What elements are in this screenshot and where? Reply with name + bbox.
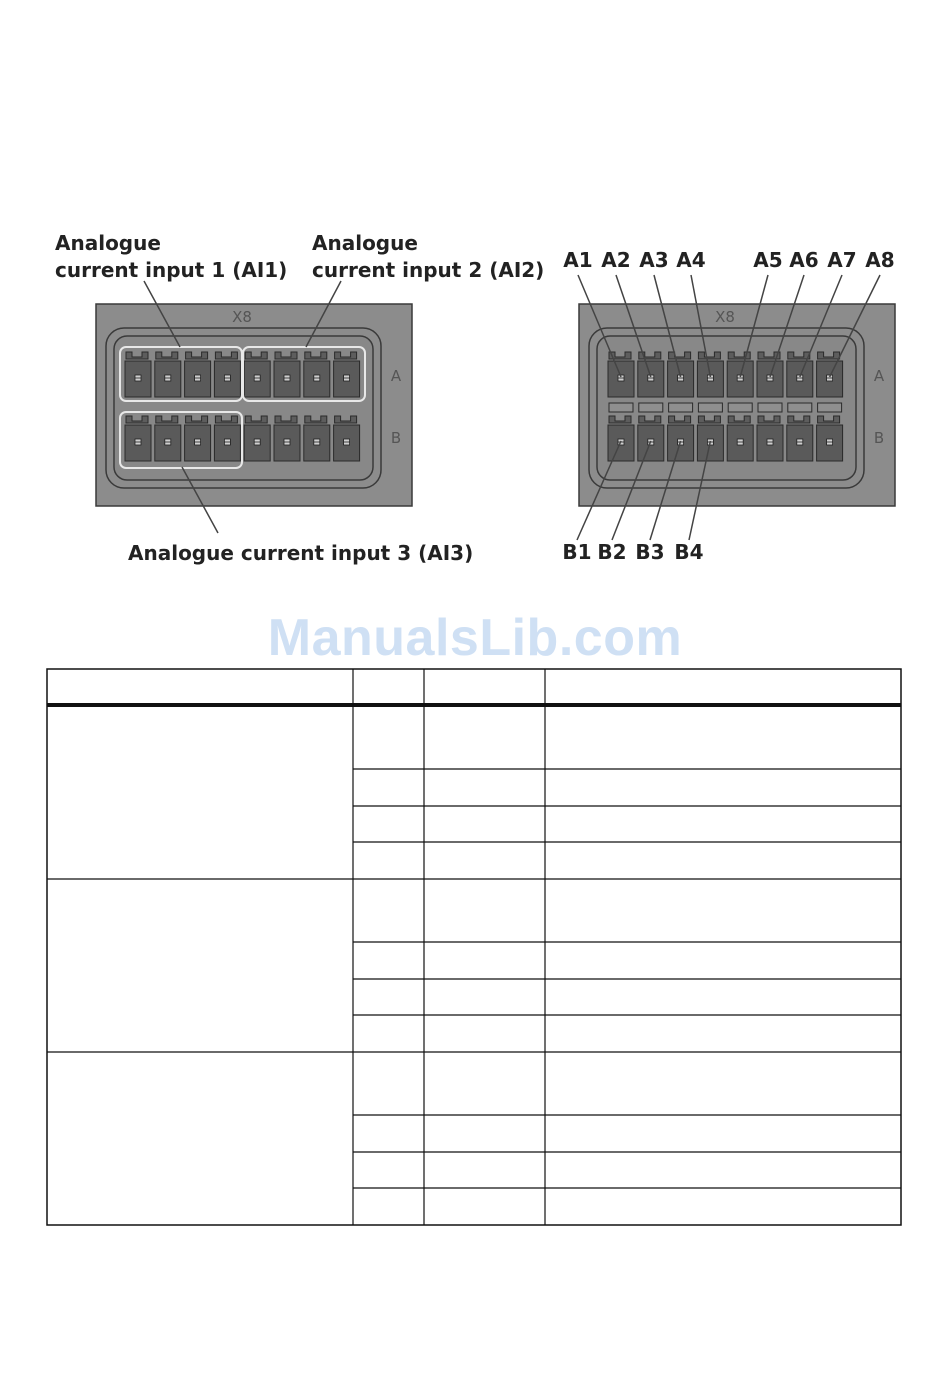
pin-label-b2: B2 <box>597 540 627 564</box>
left-row-a-label: A <box>390 367 402 385</box>
ai2-label-line2: current input 2 (AI2) <box>312 258 545 282</box>
right-pin-b1 <box>608 416 634 461</box>
right-pin-b2 <box>638 416 664 461</box>
left-pin-a3 <box>185 352 211 397</box>
ai3-label: Analogue current input 3 (AI3) <box>128 541 474 565</box>
watermark: ManualsLib.com <box>267 609 683 667</box>
left-pin-a5 <box>244 352 270 397</box>
right-pin-b8 <box>817 416 843 461</box>
connector-diagrams <box>0 0 950 600</box>
table-grid <box>46 668 902 1226</box>
right-separator-1 <box>609 403 633 412</box>
ai1-label-line1: Analogue <box>55 231 161 255</box>
right-separator-6 <box>758 403 782 412</box>
pin-label-a7: A7 <box>827 248 857 272</box>
right-row-a-label: A <box>873 367 885 385</box>
right-separator-2 <box>639 403 663 412</box>
right-pin-b3 <box>668 416 694 461</box>
pin-assignment-table <box>46 668 902 1226</box>
pin-label-a6: A6 <box>789 248 819 272</box>
left-pin-a7 <box>304 352 330 397</box>
left-pin-b8 <box>334 416 360 461</box>
ai1-label-line2: current input 1 (AI1) <box>55 258 288 282</box>
left-pin-a2 <box>155 352 181 397</box>
right-separator-8 <box>818 403 842 412</box>
left-pin-a6 <box>274 352 300 397</box>
left-pin-b3 <box>185 416 211 461</box>
right-separator-7 <box>788 403 812 412</box>
left-pin-b4 <box>214 416 240 461</box>
left-pin-a1 <box>125 352 151 397</box>
right-pin-b5 <box>727 416 753 461</box>
pin-label-b1: B1 <box>562 540 592 564</box>
right-row-b-label: B <box>873 429 885 447</box>
pin-label-a5: A5 <box>753 248 783 272</box>
ai1-label <box>55 230 287 284</box>
right-pin-b6 <box>757 416 783 461</box>
left-pin-b5 <box>244 416 270 461</box>
pin-label-b3: B3 <box>635 540 665 564</box>
right-pin-a7 <box>787 352 813 397</box>
left-pin-b1 <box>125 416 151 461</box>
pin-label-a4: A4 <box>676 248 706 272</box>
pin-label-a2: A2 <box>601 248 631 272</box>
left-pin-b7 <box>304 416 330 461</box>
right-pin-b4 <box>697 416 723 461</box>
right-separator-4 <box>698 403 722 412</box>
left-pin-b2 <box>155 416 181 461</box>
connector-figure <box>0 0 950 600</box>
pin-label-a8: A8 <box>865 248 895 272</box>
pin-label-a1: A1 <box>563 248 593 272</box>
right-x8-label: X8 <box>715 308 735 326</box>
right-connector <box>577 275 895 540</box>
left-connector <box>96 281 412 533</box>
left-pin-a8 <box>334 352 360 397</box>
left-pin-a4 <box>214 352 240 397</box>
right-separator-5 <box>728 403 752 412</box>
left-pin-b6 <box>274 416 300 461</box>
right-pin-a6 <box>757 352 783 397</box>
table-border <box>47 669 901 1225</box>
pin-label-a3: A3 <box>639 248 669 272</box>
ai2-label <box>312 230 544 284</box>
left-row-b-label: B <box>390 429 402 447</box>
right-pin-a2 <box>638 352 664 397</box>
right-pin-a1 <box>608 352 634 397</box>
pin-label-b4: B4 <box>674 540 704 564</box>
right-separator-3 <box>669 403 693 412</box>
left-x8-label: X8 <box>232 308 252 326</box>
right-pin-b7 <box>787 416 813 461</box>
ai2-label-line1: Analogue <box>312 231 418 255</box>
